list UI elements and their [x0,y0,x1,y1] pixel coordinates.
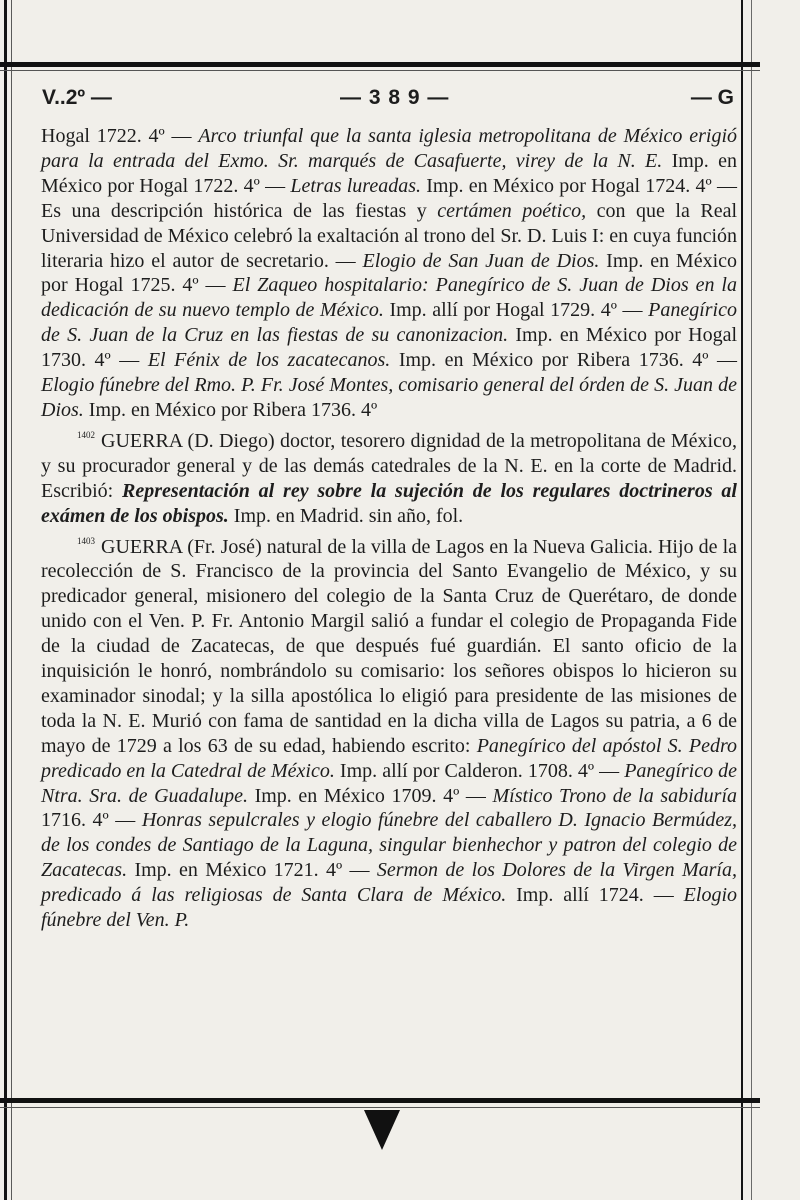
body-text-run: 1716. 4º — [41,809,142,832]
title-text: Panegírico del apóstol S. Pedro predicado en la Catedral de México. [41,734,737,782]
title-text: Elogio de San Juan de Dios. [362,249,600,272]
page-body [41,124,737,933]
body-text-run: GUERRA (D. Diego) doctor, tesorero dignidad de la metropolitana de México, y su procurador general y de las demás catedrales de la N. E. en la corte de Madrid. Escribió: [41,429,737,502]
bottom-rule-thin [0,1107,760,1108]
top-rule [0,62,760,67]
body-text-run: Imp. en México por Hogal 1730. 4º — [41,324,737,372]
title-text: El Fénix de los zacatecanos. [147,349,391,372]
body-text-run: Imp. en Madrid. sin año, fol. [228,504,464,527]
title-text: Sermon de los Dolores de la Virgen María, predicado á las religiosas de Santa Clara de México. [41,859,737,907]
body-text-run: Imp. en México por Ribera 1736. 4º [83,398,378,421]
title-text: El Zaqueo hospitalario: Panegírico de S. Juan de Dios en la dedicación de su nuevo templo de México. [41,274,737,322]
page-edge-left-inner [11,0,12,1200]
header-section-letter: — G [690,86,734,109]
title-text: Arco triunfal que la santa iglesia metropolitana de México erigió para la entrada del Exmo. Sr. marqués de Casafuerte, virey de la N. E. [41,125,738,172]
body-text-run: GUERRA (Fr. José) natural de la villa de Lagos en la Nueva Galicia. Hijo de la recolección de S. Francisco de la provincia del Santo Evangelio de México, y su predicador general, misionero del colegio de la Santa Cruz de Querétaro, de donde unido con el Ven. P. Fr. Antonio Margil salió a fundar el colegio de Propaganda Fide de la ciudad de Zacatecas, de que después fué guardián. El santo oficio de la inquisición le honró, nombrándolo su comisario: los señores obispos lo hicieron su examinador sinodal; y la silla apostólica lo eligió para presidente de las misiones de toda la N. E. Murió con fama de santidad en la dicha villa de Lagos su patria, a 6 de mayo de 1729 a los 63 de su edad, habiendo escrito: [41,535,737,757]
page-edge-right-inner [751,0,752,1200]
header-volume: V..2º — [42,86,112,109]
entry-1403 [41,529,737,934]
top-rule-thin [0,70,760,71]
page-edge-left [4,0,7,1200]
body-text-run: Imp. en México por Hogal 1722. 4º — [41,149,737,197]
body-text-run: Imp. en México 1709. 4º — [247,784,493,807]
body-text-run: Imp. allí 1724. — [506,884,684,907]
body-text-run: Imp. en México por Hogal 1724. 4º — Es una descripción histórica de las fiestas y [41,174,737,222]
bottom-rule [0,1098,760,1103]
body-text-run: Imp. allí por Calderon. 1708. 4º — [334,759,625,782]
title-text: Elogio fúnebre del Rmo. P. Fr. José Montes, comisario general del órden de S. Juan de Dios. [41,374,737,421]
body-text-run: Hogal 1722. 4º — [41,125,199,147]
title-text: Representación al rey sobre la sujeción de los regulares doctrineros al exámen de los obispos. [41,479,737,527]
entry-1402 [41,423,737,529]
page-header [40,86,740,116]
body-text-run: Imp. allí por Hogal 1729. 4º — [383,299,649,322]
entry-continuation [41,124,737,423]
title-text: certámen poético, [437,199,587,222]
title-text: Elogio fúnebre del Ven. P. [41,884,738,932]
header-page-number: — 3 8 9 — [340,86,450,109]
body-text-run: Imp. en México por Ribera 1736. 4º — [390,349,738,372]
body-text-run: Imp. en México por Hogal 1725. 4º — [41,249,738,297]
title-text: Letras lureadas. [290,174,422,197]
page-edge-right [741,0,743,1200]
body-text-run: Imp. en México 1721. 4º — [127,859,377,882]
page-marker-triangle [364,1110,400,1150]
body-text-run: con que la Real Universidad de México celebró la exaltación al trono del Sr. D. Luis I: en cuya función literaria hizo el autor de secretario. — [41,199,738,272]
title-text: Honras sepulcrales y elogio fúnebre del caballero D. Ignacio Bermúdez, de los condes de Santiago de la Laguna, singular bienhechor y patron del colegio de Zacatecas. [41,809,737,882]
title-text: Panegírico de Ntra. Sra. de Guadalupe. [41,759,738,807]
entry-number: 1403 [77,535,95,546]
entry-number: 1402 [77,429,95,440]
title-text: Místico Trono de la sabiduría [492,784,737,807]
title-text: Panegírico de S. Juan de la Cruz en las fiestas de su canonizacion. [41,299,737,347]
